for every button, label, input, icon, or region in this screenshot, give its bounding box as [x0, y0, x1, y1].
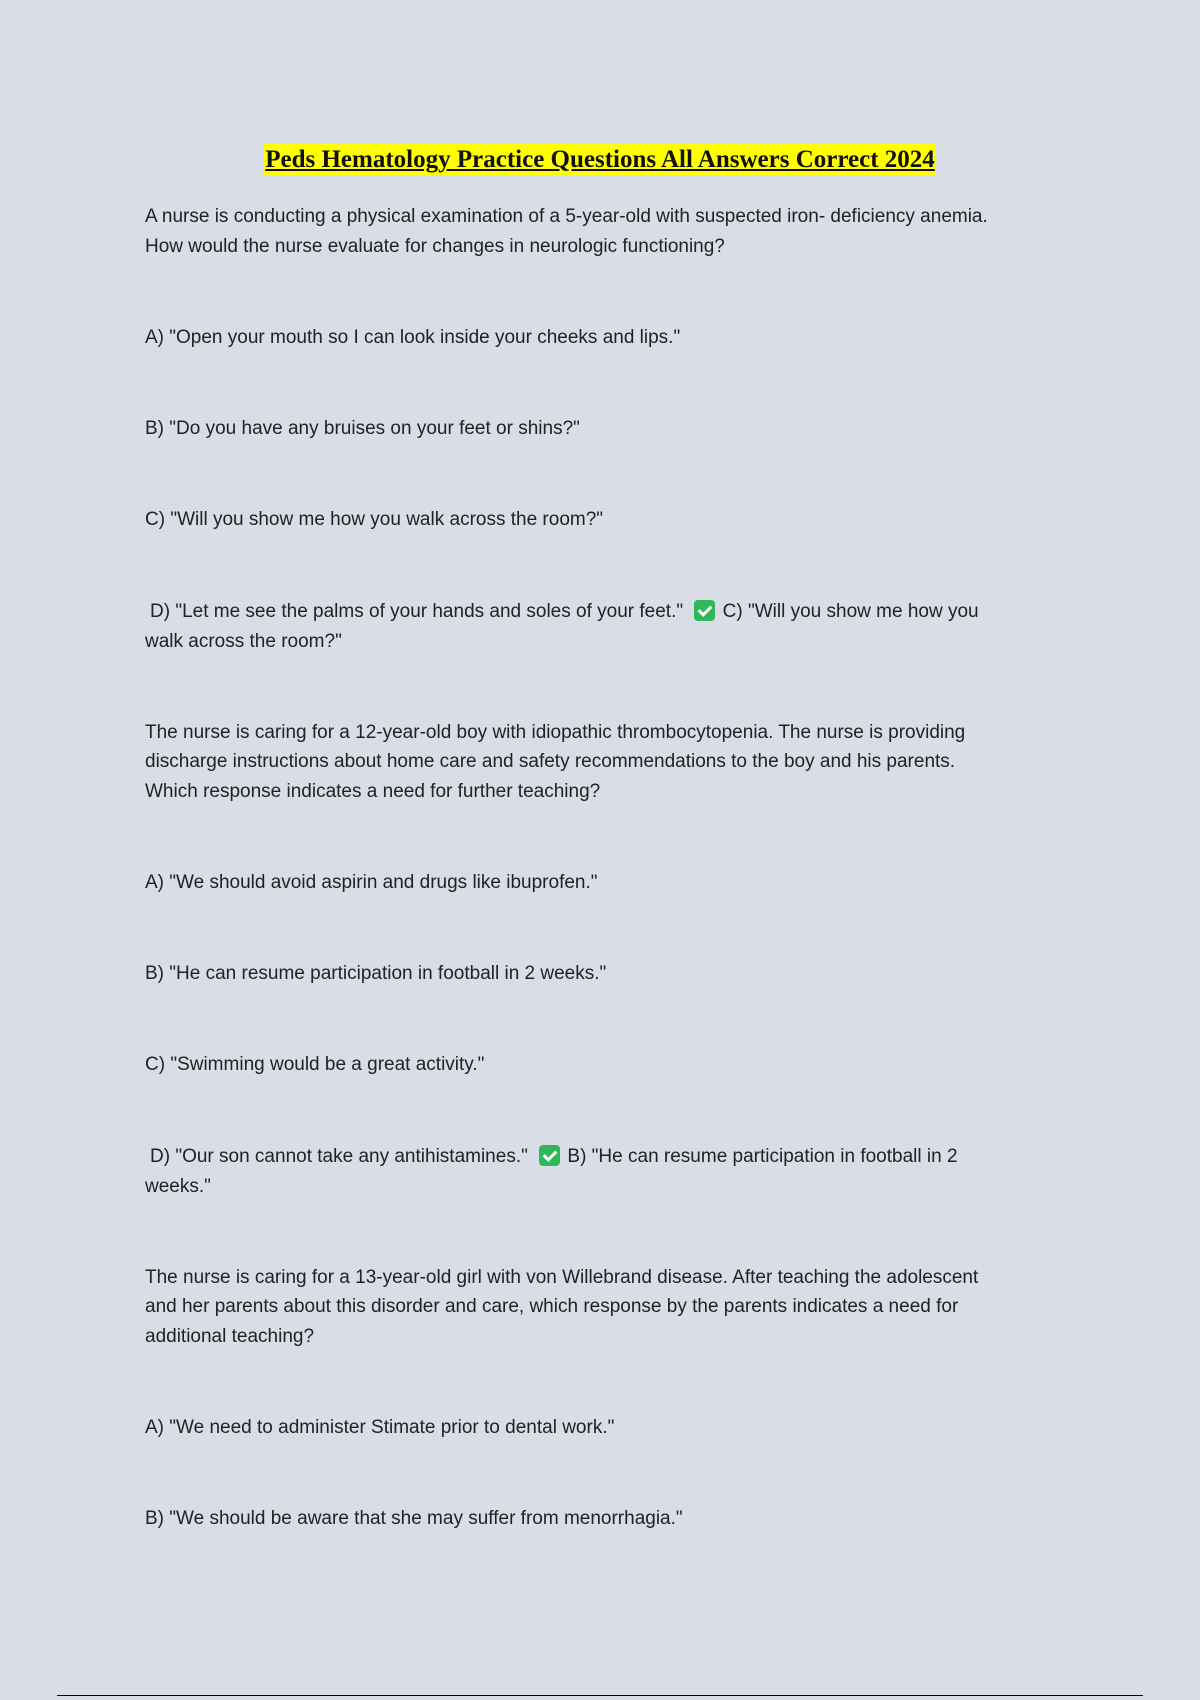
question-3-option-b: B) "We should be aware that she may suffer from menorrhagia." — [145, 1508, 683, 1529]
question-1-answer-continued: walk across the room?" — [145, 631, 342, 652]
question-1-option-a: A) "Open your mouth so I can look inside your cheeks and lips." — [145, 327, 681, 348]
question-1-option-d-with-answer — [145, 597, 1055, 627]
question-1-stem-line-2: How would the nurse evaluate for changes in neurologic functioning? — [145, 236, 725, 257]
question-1-option-b: B) "Do you have any bruises on your feet or shins?" — [145, 418, 580, 439]
document-title: Peds Hematology Practice Questions All Answers Correct 2024 — [265, 146, 935, 173]
question-1-stem-line-1: A nurse is conducting a physical examination of a 5-year-old with suspected iron- deficiency anemia. — [145, 206, 988, 227]
question-2-answer: B) "He can resume participation in football in 2 — [567, 1146, 958, 1167]
question-3-stem-line-1: The nurse is caring for a 13-year-old girl with von Willebrand disease. After teaching the adolescent — [145, 1267, 979, 1288]
title-container — [0, 144, 1200, 175]
question-2-option-c: C) "Swimming would be a great activity." — [145, 1054, 485, 1075]
question-3-stem-line-2: and her parents about this disorder and care, which response by the parents indicates a need for — [145, 1296, 959, 1317]
question-2-stem-line-3: Which response indicates a need for further teaching? — [145, 781, 601, 802]
question-2-stem-line-1: The nurse is caring for a 12-year-old boy with idiopathic thrombocytopenia. The nurse is providing — [145, 722, 966, 743]
question-2-option-d-with-answer — [145, 1142, 1055, 1172]
check-mark-icon — [539, 1145, 560, 1166]
question-2-answer-continued: weeks." — [145, 1176, 211, 1197]
question-1-answer: C) "Will you show me how you — [722, 601, 979, 622]
footer-divider — [57, 1695, 1143, 1696]
question-1-option-c: C) "Will you show me how you walk across the room?" — [145, 509, 604, 530]
question-3-option-a: A) "We need to administer Stimate prior to dental work." — [145, 1417, 615, 1438]
question-1-option-d: D) "Let me see the palms of your hands and soles of your feet." — [150, 601, 684, 622]
question-2-option-b: B) "He can resume participation in football in 2 weeks." — [145, 963, 607, 984]
question-2-option-a: A) "We should avoid aspirin and drugs like ibuprofen." — [145, 872, 598, 893]
question-2-stem-line-2: discharge instructions about home care and safety recommendations to the boy and his parents. — [145, 751, 956, 772]
question-2-option-d: D) "Our son cannot take any antihistamines." — [150, 1146, 528, 1167]
check-mark-icon — [694, 600, 715, 621]
question-3-stem-line-3: additional teaching? — [145, 1326, 315, 1347]
